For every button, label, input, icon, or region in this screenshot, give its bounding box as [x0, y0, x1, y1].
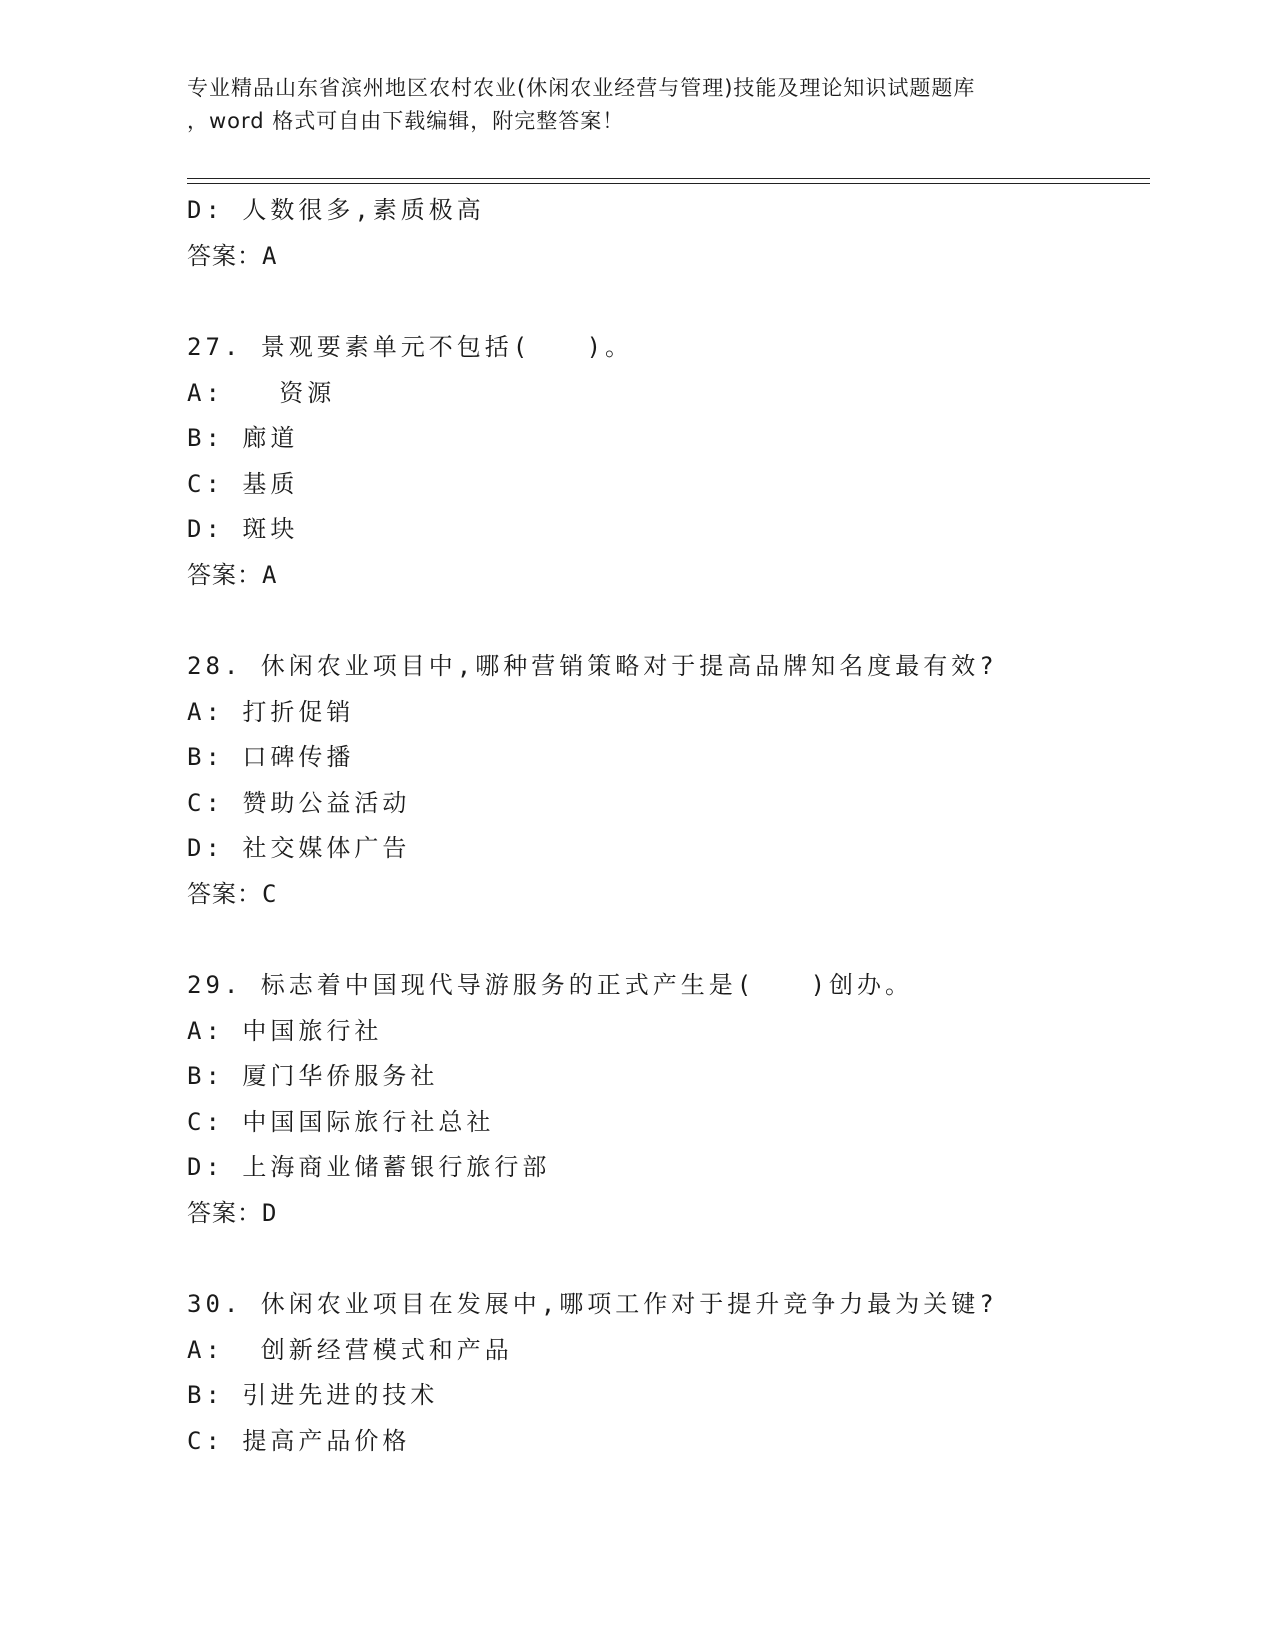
answer-value: A	[262, 241, 278, 270]
option-d: D: 上海商业储蓄银行旅行部	[187, 1153, 551, 1181]
question-block-27	[187, 325, 1137, 598]
option-b: B: 引进先进的技术	[187, 1381, 439, 1409]
answer-line	[187, 234, 1137, 280]
answer-label: 答案：	[187, 879, 262, 908]
option-d: D: 斑块	[187, 515, 299, 543]
option-b: B: 口碑传播	[187, 743, 355, 771]
option-c: C: 赞助公益活动	[187, 788, 411, 817]
question-block-29	[187, 963, 1137, 1236]
option-c: C: 中国国际旅行社总社	[187, 1107, 495, 1136]
option-b: B: 廊道	[187, 424, 299, 452]
answer-line	[187, 872, 1137, 918]
question-text: 29. 标志着中国现代导游服务的正式产生是( )创办。	[187, 971, 914, 999]
option-a: A: 中国旅行社	[187, 1016, 383, 1045]
question-block-30	[187, 1282, 1137, 1464]
spacer	[187, 279, 1137, 325]
question-block-26	[187, 188, 1137, 279]
spacer	[187, 598, 1137, 644]
option-c: C: 提高产品价格	[187, 1426, 411, 1455]
header-divider-top	[187, 178, 1150, 179]
option-d: D: 社交媒体广告	[187, 834, 411, 862]
option-b: B: 厦门华侨服务社	[187, 1062, 439, 1090]
question-block-28	[187, 644, 1137, 917]
spacer	[187, 1236, 1137, 1282]
question-list	[187, 188, 1137, 1464]
header-divider-bottom	[187, 183, 1150, 184]
header-subtitle-line: ，word 格式可自由下载编辑，附完整答案！	[187, 109, 625, 133]
answer-label: 答案：	[187, 1198, 262, 1227]
question-text: 28. 休闲农业项目中,哪种营销策略对于提高品牌知名度最有效?	[187, 652, 998, 680]
answer-line	[187, 1191, 1137, 1237]
answer-label: 答案：	[187, 560, 262, 589]
option-a: A: 资源	[187, 378, 336, 407]
option-c: C: 基质	[187, 469, 299, 498]
answer-value: D	[262, 1198, 278, 1227]
question-text: 30. 休闲农业项目在发展中,哪项工作对于提升竞争力最为关键?	[187, 1290, 998, 1318]
question-text: 27. 景观要素单元不包括( )。	[187, 333, 634, 361]
option-d: D: 人数很多,素质极高	[187, 196, 485, 224]
answer-line	[187, 553, 1137, 599]
answer-label: 答案：	[187, 241, 262, 270]
answer-value: C	[262, 879, 278, 908]
option-a: A: 打折促销	[187, 697, 355, 726]
header-title-line: 专业精品山东省滨州地区农村农业(休闲农业经营与管理)技能及理论知识试题题库	[187, 76, 976, 100]
option-a: A: 创新经营模式和产品	[187, 1335, 513, 1364]
answer-value: A	[262, 560, 278, 589]
spacer	[187, 917, 1137, 963]
document-header	[187, 72, 1097, 138]
